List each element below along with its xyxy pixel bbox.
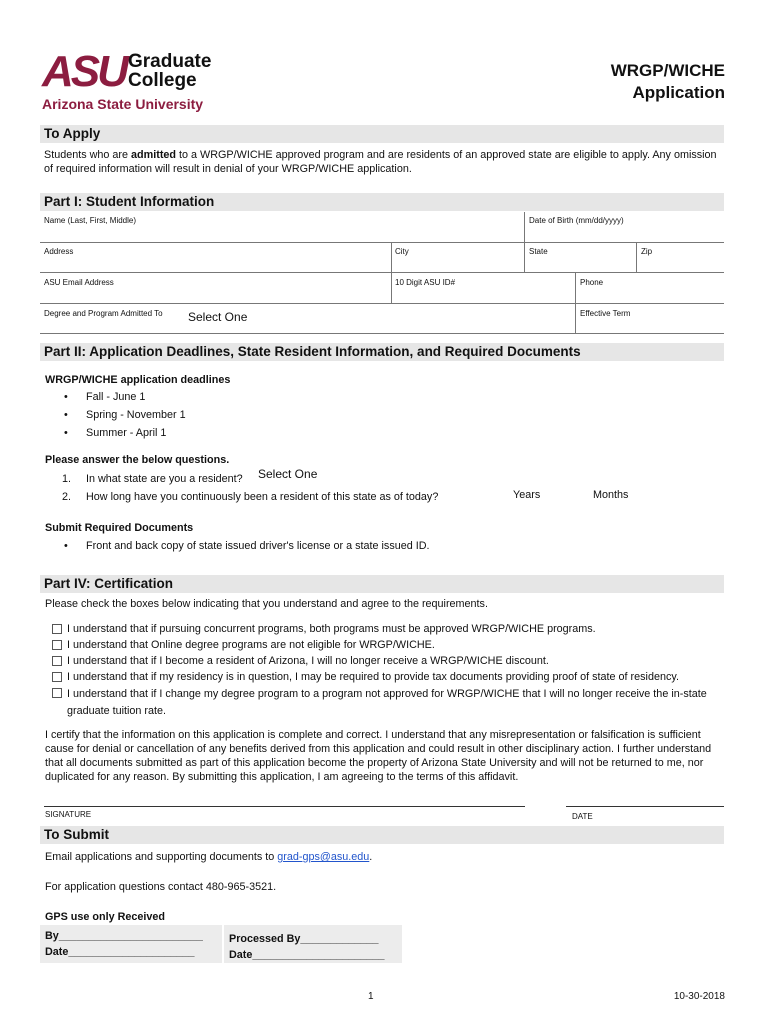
agreement-checkbox-row[interactable]: I understand that Online degree programs are not eligible for WRGP/WICHE. [52, 638, 727, 652]
deadlines-heading: WRGP/WICHE application deadlines [45, 374, 231, 386]
gps-date: Date_____________________ [45, 946, 195, 958]
gps-by: By________________________ [45, 930, 203, 942]
list-item: • Fall - June 1 [86, 390, 145, 404]
agreement-checkbox-row[interactable]: I understand that if my residency is in question, I may be required to provide tax documents providing proof of state of residency. [52, 670, 727, 684]
contact-text: For application questions contact 480-965-3521. [45, 881, 277, 893]
date-label: DATE [572, 812, 593, 821]
logo-graduate-college: Graduate College [128, 51, 212, 91]
checkbox[interactable] [52, 672, 62, 682]
city-label: City [395, 247, 409, 256]
checkbox[interactable] [52, 688, 62, 698]
gps-heading: GPS use only Received [45, 911, 166, 923]
revision-date: 10-30-2018 [673, 991, 725, 1002]
date-line[interactable] [566, 806, 724, 807]
gps-box-received [40, 925, 222, 963]
to-submit-heading: To Submit [40, 826, 724, 844]
asu-logo-mark: ASU [42, 47, 126, 96]
list-item: • Spring - November 1 [86, 408, 186, 422]
q1-number: 1. [62, 473, 72, 485]
column-divider [524, 212, 525, 272]
docs-heading: Submit Required Documents [45, 522, 194, 534]
q2-number: 2. [62, 491, 72, 503]
certification-text: I certify that the information on this application is complete and correct. I understand that any misrepresentation or falsification is sufficient cause for denial or cancellation of any benefits derived from this application and could result in other disciplinary action. I further understand that all documents submitted as part of this application become the property of Arizona State University and will not be returned to me, nor duplicated for any reason. By submitting this application, I am agreeing to the terms of this affidavit. [45, 729, 712, 783]
q2-text: How long have you continuously been a resident of this state as of today? [86, 491, 439, 503]
checkbox[interactable] [52, 624, 62, 634]
part4-heading: Part IV: Certification [40, 575, 724, 593]
zip-label: Zip [641, 247, 653, 256]
gps-processed-by: Processed By_____________ [229, 933, 379, 945]
degree-select[interactable]: Select One [188, 310, 248, 324]
address-label: Address [44, 247, 74, 256]
logo-university-name: Arizona State University [42, 96, 204, 112]
part2-heading: Part II: Application Deadlines, State Resident Information, and Required Documents [40, 343, 724, 361]
months-label: Months [593, 489, 629, 501]
list-item: • Summer - April 1 [86, 426, 166, 440]
resident-state-select[interactable]: Select One [258, 467, 318, 481]
phone-label: Phone [580, 278, 604, 287]
asu-id-label: 10 Digit ASU ID# [395, 278, 456, 287]
dob-label: Date of Birth (mm/dd/yyyy) [529, 216, 624, 225]
term-label: Effective Term [580, 309, 631, 318]
checkbox[interactable] [52, 656, 62, 666]
agreement-checkbox-row[interactable]: I understand that if pursuing concurrent programs, both programs must be approved WRGP/WICHE programs. [52, 622, 727, 636]
submit-email-text: Email applications and supporting documents to grad-gps@asu.edu. [45, 851, 373, 863]
page-title: WRGP/WICHE Application [610, 61, 725, 102]
to-apply-text: Students who are admitted to a WRGP/WICHE approved program and are residents of an approved state are eligible to apply. Any omission of required information will result in denial of your WRGP/WICHE application. [44, 149, 717, 175]
part1-heading: Part I: Student Information [40, 193, 724, 211]
to-apply-heading: To Apply [40, 125, 724, 143]
gps-box-processed [224, 925, 402, 963]
degree-label: Degree and Program Admitted To [44, 309, 163, 318]
signature-line[interactable] [44, 806, 525, 807]
page-number: 1 [368, 991, 374, 1002]
column-divider [391, 242, 392, 303]
years-label: Years [513, 489, 541, 501]
row-divider [40, 242, 724, 243]
row-divider [40, 333, 724, 334]
checkbox[interactable] [52, 640, 62, 650]
questions-heading: Please answer the below questions. [45, 454, 230, 466]
name-label: Name (Last, First, Middle) [44, 216, 137, 225]
state-label: State [529, 247, 548, 256]
agreement-checkbox-row[interactable]: I understand that if I change my degree program to a program not approved for WRGP/WICHE that I will no longer receive the in-state graduate tuition rate. [52, 686, 727, 720]
agreement-checkbox-row[interactable]: I understand that if I become a resident of Arizona, I will no longer receive a WRGP/WICHE discount. [52, 654, 727, 668]
part4-intro: Please check the boxes below indicating that you understand and agree to the requirements. [45, 598, 488, 610]
email-link[interactable]: grad-gps@asu.edu [277, 851, 370, 863]
q1-text: In what state are you a resident? [86, 473, 243, 485]
gps-date2: Date______________________ [229, 949, 385, 961]
row-divider [40, 272, 724, 273]
signature-label: SIGNATURE [45, 810, 92, 819]
email-label: ASU Email Address [44, 278, 114, 287]
column-divider [636, 242, 637, 272]
row-divider [40, 303, 724, 304]
column-divider [575, 272, 576, 333]
list-item: • Front and back copy of state issued driver's license or a state issued ID. [86, 539, 430, 553]
